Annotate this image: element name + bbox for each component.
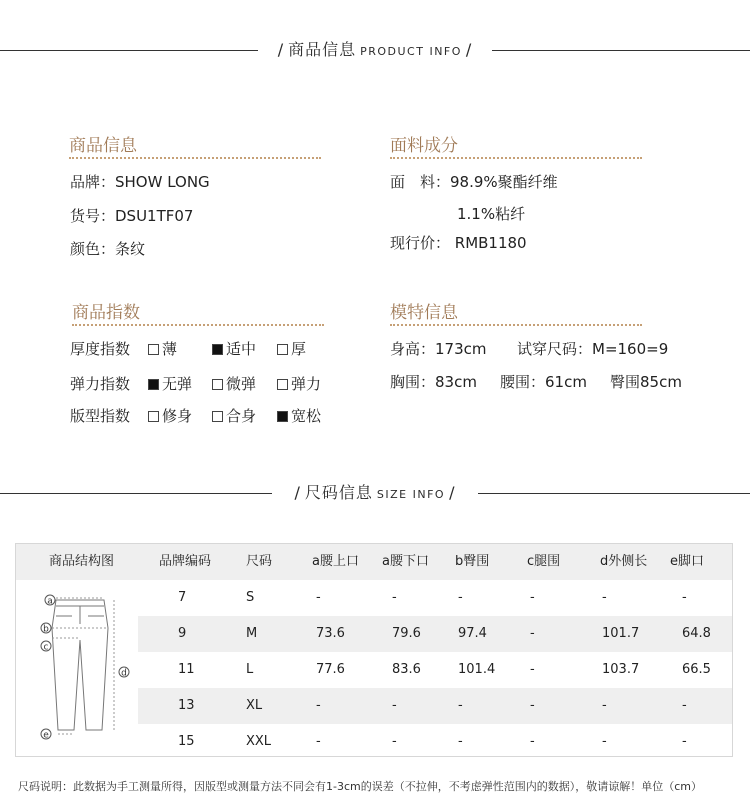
indices-heading: 商品指数 bbox=[72, 303, 140, 323]
checked-box-icon bbox=[148, 379, 159, 390]
sku-text: 货号：DSU1TF07 bbox=[70, 207, 194, 225]
table-cell: XL bbox=[246, 698, 263, 713]
table-row bbox=[138, 580, 732, 616]
table-cell: 64.8 bbox=[682, 626, 711, 641]
section-title bbox=[0, 40, 750, 62]
slash: / bbox=[277, 40, 285, 59]
unchecked-box-icon bbox=[148, 344, 159, 355]
diagram-letter: a bbox=[47, 596, 53, 607]
table-cell: - bbox=[316, 698, 321, 713]
index-option-label: 微弹 bbox=[226, 375, 257, 393]
slash: / bbox=[465, 40, 473, 59]
column-header: e脚口 bbox=[670, 554, 704, 569]
pants-diagram bbox=[16, 580, 138, 756]
index-option-label: 弹力 bbox=[291, 375, 322, 393]
table-cell: 7 bbox=[178, 590, 187, 605]
table-row bbox=[138, 724, 732, 760]
unchecked-box-icon bbox=[212, 411, 223, 422]
index-option-label: 宽松 bbox=[291, 407, 322, 425]
table-cell: M bbox=[246, 626, 258, 641]
title-zh: 商品信息 bbox=[288, 40, 357, 59]
unchecked-box-icon bbox=[148, 411, 159, 422]
diagram-letter: c bbox=[43, 642, 49, 653]
size-info-divider bbox=[0, 483, 750, 503]
table-cell: - bbox=[682, 590, 687, 605]
column-header: c腿围 bbox=[527, 554, 561, 569]
table-cell: - bbox=[530, 662, 535, 677]
table-cell: - bbox=[458, 698, 463, 713]
table-cell: 13 bbox=[178, 698, 195, 713]
slash: / bbox=[449, 483, 456, 502]
fabric-heading: 面料成分 bbox=[390, 136, 458, 156]
column-header: 商品结构图 bbox=[49, 554, 115, 569]
product-info-heading: 商品信息 bbox=[69, 136, 137, 156]
table-cell: 77.6 bbox=[316, 662, 345, 677]
table-cell: - bbox=[458, 590, 463, 605]
table-row bbox=[138, 616, 732, 652]
column-header: 尺码 bbox=[246, 554, 273, 569]
index-label: 版型指数 bbox=[70, 407, 131, 425]
table-cell: - bbox=[458, 734, 463, 749]
index-option-label: 薄 bbox=[162, 340, 178, 358]
table-row bbox=[138, 652, 732, 688]
dotted-rule bbox=[69, 157, 321, 159]
dotted-rule bbox=[390, 157, 642, 159]
dotted-rule bbox=[390, 324, 642, 326]
column-header: d外侧长 bbox=[600, 554, 648, 569]
table-cell: 83.6 bbox=[392, 662, 421, 677]
color-text: 颜色：条纹 bbox=[70, 240, 146, 258]
table-cell: - bbox=[530, 590, 535, 605]
table-cell: S bbox=[246, 590, 255, 605]
table-cell: XXL bbox=[246, 734, 272, 749]
index-option bbox=[277, 338, 306, 359]
index-option-label: 修身 bbox=[162, 407, 193, 425]
model-heading: 模特信息 bbox=[390, 303, 458, 323]
product-info-divider bbox=[0, 40, 750, 60]
model-waist: 腰围：61cm bbox=[500, 373, 587, 391]
column-header: a腰上口 bbox=[312, 554, 359, 569]
diagram-letter: e bbox=[43, 730, 49, 741]
table-cell: 73.6 bbox=[316, 626, 345, 641]
index-option bbox=[212, 405, 256, 426]
index-option-label: 无弹 bbox=[162, 375, 193, 393]
diagram-letter: b bbox=[43, 624, 49, 635]
table-cell: 15 bbox=[178, 734, 195, 749]
diagram-letter: d bbox=[121, 668, 127, 679]
model-trial-size: 试穿尺码：M=160=9 bbox=[517, 340, 669, 358]
table-cell: - bbox=[682, 698, 687, 713]
index-option-label: 厚 bbox=[291, 340, 307, 358]
index-option bbox=[277, 373, 321, 394]
slash: / bbox=[294, 483, 301, 502]
price-text: 现行价： RMB1180 bbox=[390, 234, 527, 252]
table-cell: - bbox=[392, 590, 397, 605]
table-cell: - bbox=[316, 590, 321, 605]
size-note: 尺码说明：此数据为手工测量所得，因版型或测量方法不同会有1-3cm的误差（不拉伸，不考虑弹性范围内的数据），敬请谅解！单位（cm） bbox=[18, 780, 702, 793]
column-header: a腰下口 bbox=[382, 554, 429, 569]
checked-box-icon bbox=[212, 344, 223, 355]
table-cell: 101.7 bbox=[602, 626, 640, 641]
index-option bbox=[148, 373, 192, 394]
table-cell: - bbox=[602, 590, 607, 605]
pants-diagram-svg bbox=[16, 580, 138, 756]
index-option bbox=[277, 405, 321, 426]
fabric-line-1: 面 料：98.9%聚酯纤维 bbox=[390, 173, 558, 191]
table-cell: 9 bbox=[178, 626, 187, 641]
table-cell: - bbox=[682, 734, 687, 749]
unchecked-box-icon bbox=[277, 344, 288, 355]
checked-box-icon bbox=[277, 411, 288, 422]
unchecked-box-icon bbox=[277, 379, 288, 390]
index-option bbox=[148, 338, 177, 359]
title-zh: 尺码信息 bbox=[304, 483, 373, 502]
index-option-label: 适中 bbox=[226, 340, 257, 358]
table-cell: - bbox=[530, 626, 535, 641]
title-en: SIZE INFO bbox=[376, 488, 446, 501]
index-option-label: 合身 bbox=[226, 407, 257, 425]
model-height: 身高：173cm bbox=[390, 340, 487, 358]
table-header bbox=[16, 544, 732, 580]
index-option bbox=[148, 405, 192, 426]
table-cell: 79.6 bbox=[392, 626, 421, 641]
table-cell: - bbox=[392, 734, 397, 749]
size-table bbox=[15, 543, 733, 757]
table-row bbox=[138, 688, 732, 724]
table-cell: 11 bbox=[178, 662, 195, 677]
table-cell: - bbox=[530, 734, 535, 749]
table-cell: 103.7 bbox=[602, 662, 640, 677]
column-header: 品牌编码 bbox=[159, 554, 212, 569]
column-header: b臀围 bbox=[455, 554, 490, 569]
table-cell: - bbox=[602, 734, 607, 749]
section-title bbox=[0, 483, 750, 505]
table-cell: - bbox=[392, 698, 397, 713]
index-option bbox=[212, 338, 256, 359]
table-cell: 97.4 bbox=[458, 626, 487, 641]
model-hip: 臀围85cm bbox=[610, 373, 682, 391]
table-cell: L bbox=[246, 662, 254, 677]
index-label: 厚度指数 bbox=[70, 340, 131, 358]
index-option bbox=[212, 373, 256, 394]
unchecked-box-icon bbox=[212, 379, 223, 390]
dotted-rule bbox=[72, 324, 324, 326]
brand-text: 品牌：SHOW LONG bbox=[70, 173, 210, 191]
model-chest: 胸围：83cm bbox=[390, 373, 477, 391]
table-cell: - bbox=[602, 698, 607, 713]
title-en: PRODUCT INFO bbox=[360, 45, 462, 58]
index-label: 弹力指数 bbox=[70, 375, 131, 393]
table-cell: 101.4 bbox=[458, 662, 496, 677]
table-cell: - bbox=[316, 734, 321, 749]
table-cell: - bbox=[530, 698, 535, 713]
table-cell: 66.5 bbox=[682, 662, 711, 677]
fabric-line-2: 1.1%粘纤 bbox=[457, 205, 526, 223]
